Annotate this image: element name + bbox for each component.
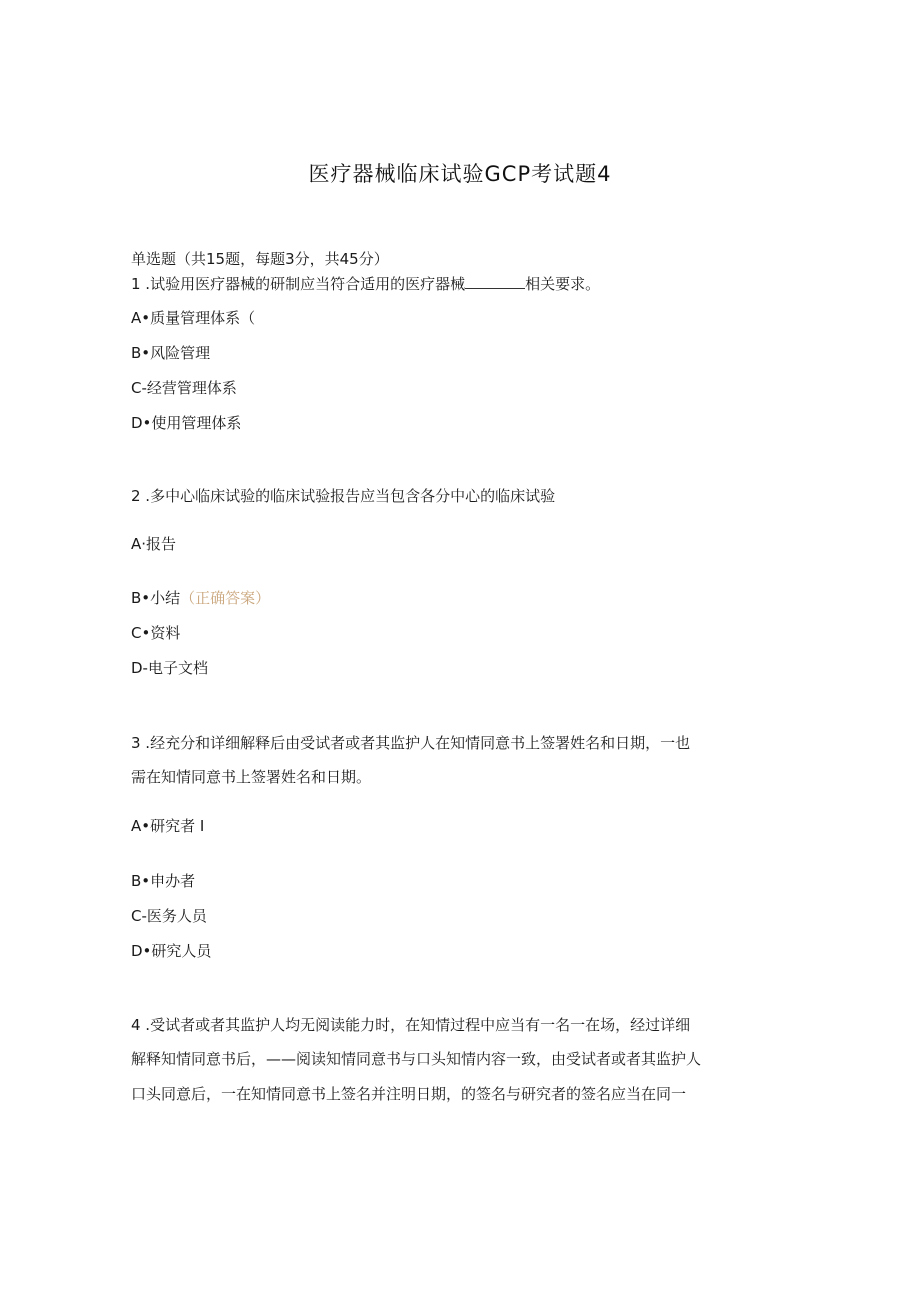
question-1-stem-tail: 相关要求。 [525,275,601,293]
question-1-option-a: A•质量管理体系（ [131,309,256,327]
question-3-option-c: C-医务人员 [131,907,207,925]
question-2-option-c: C•资料 [131,624,181,642]
question-3-stem-line-1: 3 .经充分和详细解释后由受试者或者其监护人在知情同意书上签署姓名和日期，一也 [131,734,691,752]
fill-in-blank [465,276,525,289]
question-1-option-c: C-经营管理体系 [131,379,237,397]
question-2-stem: 2 .多中心临床试验的临床试验报告应当包含各分中心的临床试验 [131,487,556,505]
question-3-option-d: D•研究人员 [131,942,212,960]
correct-answer-note: （正确答案） [180,589,271,607]
question-3-option-b: B•申办者 [131,872,196,890]
question-1-stem-text: 1 .试验用医疗器械的研制应当符合适用的医疗器械 [131,275,466,293]
question-1-stem [131,273,600,294]
question-1-option-d: D•使用管理体系 [131,414,242,432]
question-2-option-b [131,587,270,608]
question-1-option-b: B•风险管理 [131,344,211,362]
question-3-stem-line-2: 需在知情同意书上签署姓名和日期。 [131,768,372,786]
question-4-stem-line-2: 解释知情同意书后，——阅读知情同意书与口头知情内容一致，由受试者或者其监护人 [131,1050,702,1068]
question-2-option-b-text: B•小结 [131,589,181,607]
question-4-stem-line-3: 口头同意后，一在知情同意书上签名并注明日期，的签名与研究者的签名应当在同一 [131,1085,687,1103]
page-title: 医疗器械临床试验GCP考试题4 [308,162,612,186]
section-header: 单选题（共15题，每题3分，共45分） [131,250,389,268]
question-4-stem-line-1: 4 .受试者或者其监护人均无阅读能力时，在知情过程中应当有一名一在场，经过详细 [131,1016,691,1034]
question-2-option-d: D-电子文档 [131,659,208,677]
question-3-option-a: A•研究者 I [131,817,205,835]
question-2-option-a: A·报告 [131,535,177,553]
